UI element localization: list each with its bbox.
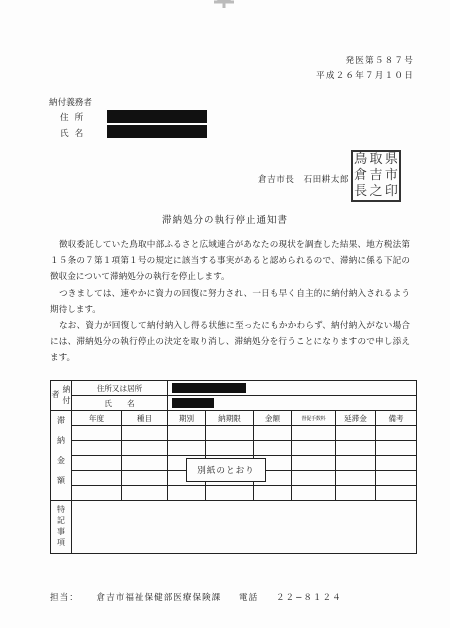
- table-name-value: [168, 396, 417, 411]
- document-number: 発医第５８７号: [345, 56, 414, 66]
- body-paragraph: なお、資力が回復して納付納入し得る状態に至ったにもかかわらず、納付納入がない場合には、滞納処分の執行停止の決定を取り消し、滞納処分を行うことになりますので申し添えます。: [50, 321, 410, 364]
- footer-contact: [50, 591, 356, 603]
- seal-char: 鳥: [354, 152, 368, 167]
- redacted-table-address: [172, 383, 246, 393]
- body-paragraph: つきましては、速やかに資力の回復に努力され、一日も早く自主的に納付納入されるよう期待します。: [50, 289, 410, 316]
- redacted-address: [107, 110, 207, 123]
- redacted-name: [107, 125, 207, 138]
- column-header: 備考: [376, 411, 417, 426]
- official-seal: [351, 150, 401, 202]
- document-date: 平成２６年７月１０日: [316, 71, 414, 81]
- seal-char: 取: [369, 152, 383, 167]
- seal-char: 之: [369, 184, 383, 199]
- table-address-label: 住所又は居所: [72, 381, 168, 396]
- column-header: 納期限: [206, 411, 254, 426]
- redacted-table-name: [172, 398, 214, 408]
- phone-number: ２２−８１２４: [275, 593, 342, 603]
- table-row: [51, 441, 417, 456]
- seal-char: 県: [384, 152, 398, 167]
- column-header: 督促手数料: [292, 411, 336, 426]
- seal-char: 倉: [354, 168, 368, 183]
- notes-value: [72, 501, 417, 554]
- phone-label: 電話: [239, 593, 259, 603]
- table-row: [51, 486, 417, 501]
- document-title: 滞納処分の執行停止通知書: [161, 215, 288, 226]
- city-emblem-icon: [204, 0, 244, 16]
- addressee-heading: 納付義務者: [49, 98, 92, 108]
- seal-char: 印: [384, 184, 398, 199]
- sender-mayor: 倉吉市長 石田耕太郎: [258, 175, 349, 185]
- table-name-label: 氏 名: [72, 396, 168, 411]
- notes-label: 特記事項: [51, 501, 72, 554]
- seal-char: 吉: [369, 168, 383, 183]
- body-paragraph: 徴収委託していた鳥取中部ふるさと広域連合があなたの現状を調査した結果、地方税法第１５条の７第１項第１号の規定に該当する事実があると認められるので、滞納に係る下記の徴収金について滞納処分の執行を停止します。: [50, 240, 410, 283]
- column-header: 期別: [168, 411, 206, 426]
- column-header: 種目: [122, 411, 168, 426]
- seal-char: 長: [354, 184, 368, 199]
- contact-label: 担当：: [50, 593, 79, 603]
- separate-sheet-note: 別紙のとおり: [186, 458, 266, 482]
- table-address-value: [168, 381, 417, 396]
- seal-char: 市: [384, 168, 398, 183]
- payer-label: 納付者: [51, 381, 72, 411]
- contact-department: 倉吉市福祉保健部医療保険課: [96, 593, 222, 603]
- column-header: 年度: [72, 411, 122, 426]
- column-header: 延滞金: [336, 411, 376, 426]
- arrears-label: 滞納金額: [51, 411, 72, 501]
- name-label: 氏名: [60, 129, 90, 139]
- table-row: [51, 426, 417, 441]
- column-header: 金額: [254, 411, 292, 426]
- address-label: 住所: [60, 113, 90, 123]
